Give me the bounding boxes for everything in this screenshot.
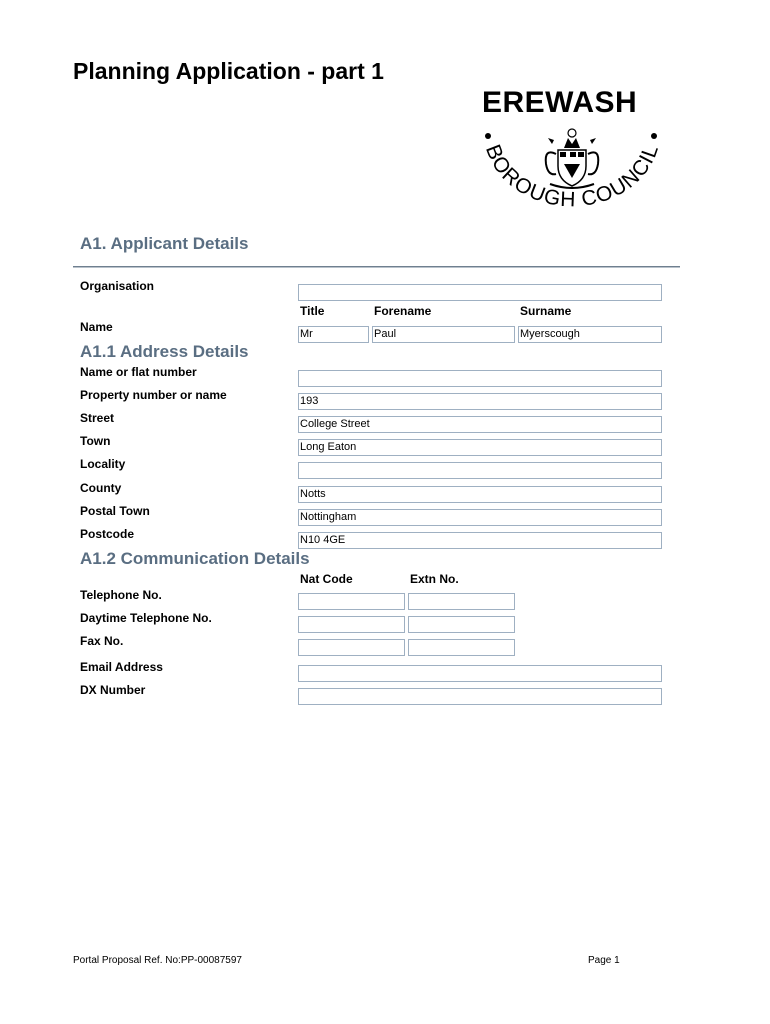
telephone-nat-code-field[interactable] [298, 593, 405, 610]
organisation-field[interactable] [298, 284, 662, 301]
daytime-nat-code-field[interactable] [298, 616, 405, 633]
column-header-title: Title [300, 304, 325, 318]
address-label-postal-town: Postal Town [80, 504, 150, 518]
fax-extn-field[interactable] [408, 639, 515, 656]
telephone-extn-field[interactable] [408, 593, 515, 610]
address-field-street[interactable]: College Street [298, 416, 662, 433]
telephone-label: Telephone No. [80, 588, 162, 602]
crest-icon [546, 129, 599, 188]
section-heading-communication: A1.2 Communication Details [80, 549, 310, 568]
column-header-nat-code: Nat Code [300, 572, 353, 586]
address-field-locality[interactable] [298, 462, 662, 479]
column-header-extn: Extn No. [410, 572, 459, 586]
footer-reference: Portal Proposal Ref. No:PP-00087597 [73, 955, 242, 966]
address-field-flat[interactable] [298, 370, 662, 387]
daytime-telephone-label: Daytime Telephone No. [80, 611, 212, 625]
logo-name: EREWASH [482, 86, 638, 119]
fax-nat-code-field[interactable] [298, 639, 405, 656]
fax-label: Fax No. [80, 634, 124, 648]
address-label-locality: Locality [80, 457, 126, 471]
address-label-street: Street [80, 411, 115, 425]
page-title: Planning Application - part 1 [73, 58, 384, 84]
name-label: Name [80, 320, 113, 334]
footer-page-number: Page 1 [588, 955, 620, 966]
address-field-postcode[interactable]: N10 4GE [298, 532, 662, 549]
address-field-postal-town[interactable]: Nottingham [298, 509, 662, 526]
forename-field[interactable]: Paul [372, 326, 515, 343]
section-heading-address: A1.1 Address Details [80, 342, 249, 361]
address-label-town: Town [80, 434, 111, 448]
address-field-property[interactable]: 193 [298, 393, 662, 410]
address-field-town[interactable]: Long Eaton [298, 439, 662, 456]
email-field[interactable] [298, 665, 662, 682]
address-label-county: County [80, 481, 122, 495]
address-label-property: Property number or name [80, 388, 227, 402]
dx-number-label: DX Number [80, 683, 146, 697]
daytime-extn-field[interactable] [408, 616, 515, 633]
title-field[interactable]: Mr [298, 326, 369, 343]
dx-number-field[interactable] [298, 688, 662, 705]
section-heading-applicant: A1. Applicant Details [80, 234, 249, 253]
logo-arc-text: BOROUGH COUNCIL [480, 141, 664, 212]
email-label: Email Address [80, 660, 163, 674]
section-divider [73, 266, 680, 268]
address-label-postcode: Postcode [80, 527, 135, 541]
council-crest-logo [472, 86, 668, 242]
column-header-surname: Surname [520, 304, 572, 318]
column-header-forename: Forename [374, 304, 432, 318]
address-label-flat: Name or flat number [80, 365, 197, 379]
surname-field[interactable]: Myerscough [518, 326, 662, 343]
address-field-county[interactable]: Notts [298, 486, 662, 503]
organisation-label: Organisation [80, 279, 155, 293]
